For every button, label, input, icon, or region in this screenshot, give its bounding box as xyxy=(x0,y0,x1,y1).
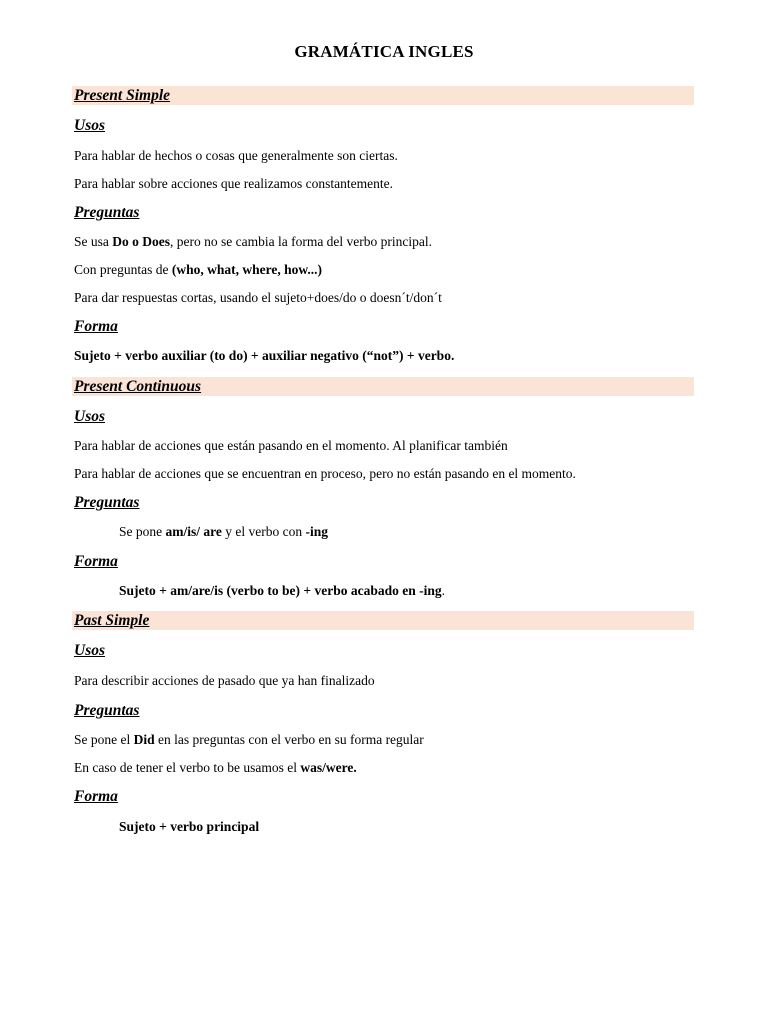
paragraph: Para hablar de acciones que se encuentran en proceso, pero no están pasando en el momento. xyxy=(74,466,576,481)
heading-forma: Forma xyxy=(74,318,118,335)
section-band-past-simple xyxy=(72,611,694,630)
bold-text: Do o Does xyxy=(112,234,170,249)
text-run: Se pone el xyxy=(74,732,134,747)
paragraph xyxy=(74,760,357,776)
formula: Sujeto + verbo principal xyxy=(119,819,260,834)
paragraph: Para hablar de acciones que están pasando en el momento. Al planificar también xyxy=(74,438,508,453)
bold-text: was/were. xyxy=(300,760,357,775)
bold-text: (who, what, where, how...) xyxy=(171,262,322,277)
paragraph xyxy=(74,732,424,748)
section-title-present-continuous: Present Continuous xyxy=(74,378,202,395)
text-run: en las preguntas con el verbo en su forma regular xyxy=(154,732,424,747)
paragraph: Para hablar sobre acciones que realizamos constantemente. xyxy=(74,176,393,191)
heading-preguntas: Preguntas xyxy=(74,204,140,221)
bold-text: am/is/ are xyxy=(165,524,222,539)
paragraph xyxy=(74,262,322,278)
heading-forma: Forma xyxy=(74,788,118,805)
text-run: Se pone xyxy=(119,524,166,539)
heading-usos: Usos xyxy=(74,117,106,134)
paragraph: Para hablar de hechos o cosas que generalmente son ciertas. xyxy=(74,148,398,163)
paragraph xyxy=(74,234,432,250)
bold-text: Did xyxy=(133,732,155,747)
paragraph: Para describir acciones de pasado que ya han finalizado xyxy=(74,673,375,688)
paragraph xyxy=(119,524,328,540)
section-title-past-simple: Past Simple xyxy=(74,612,150,629)
formula: Sujeto + verbo auxiliar (to do) + auxiliar negativo (“not”) + verbo. xyxy=(74,348,455,363)
text-run: Se usa xyxy=(74,234,113,249)
bold-text: Sujeto + am/are/is (verbo to be) + verbo acabado en -ing xyxy=(119,583,442,598)
heading-usos: Usos xyxy=(74,642,106,659)
heading-forma: Forma xyxy=(74,553,118,570)
bold-text: -ing xyxy=(305,524,328,539)
text-run: . xyxy=(441,583,445,598)
text-run: Con preguntas de xyxy=(74,262,172,277)
text-run: , pero no se cambia la forma del verbo principal. xyxy=(170,234,433,249)
text-run: y el verbo con xyxy=(221,524,306,539)
section-title-present-simple: Present Simple xyxy=(74,87,171,104)
formula xyxy=(119,583,445,599)
document-title: GRAMÁTICA INGLES xyxy=(294,42,474,61)
heading-usos: Usos xyxy=(74,408,106,425)
text-run: En caso de tener el verbo to be usamos el xyxy=(74,760,301,775)
heading-preguntas: Preguntas xyxy=(74,702,140,719)
paragraph: Para dar respuestas cortas, usando el sujeto+does/do o doesn´t/don´t xyxy=(74,290,442,305)
heading-preguntas: Preguntas xyxy=(74,494,140,511)
